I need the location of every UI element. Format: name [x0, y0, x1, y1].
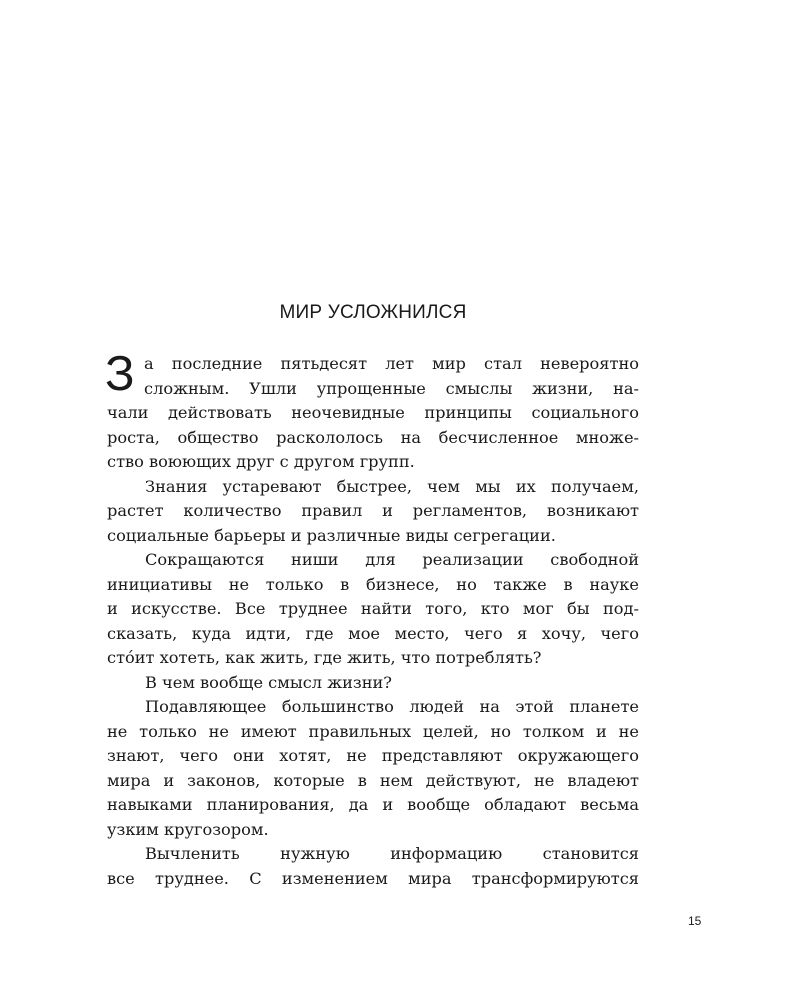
text-line: Подавляющее большинство людей на этой планете — [145, 697, 639, 716]
text-line: узким кругозором. — [107, 819, 269, 839]
text-line: инициативы не только в бизнесе, но также в науке — [107, 574, 639, 594]
text-line: В чем вообще смысл жизни? — [145, 672, 392, 692]
text-line: чали действовать неочевидные принципы социального — [107, 403, 639, 422]
text-line: все труднее. С изменением мира трансформируются — [107, 868, 639, 888]
text-line: знают, чего они хотят, не представляют окружающего — [107, 746, 639, 765]
text-line: сто́ит хотеть, как жить, где жить, что потреблять? — [107, 648, 542, 667]
text-line: навыками планирования, да и вообще обладают весьма — [107, 795, 639, 814]
page-number: 15 — [688, 914, 702, 928]
text-line: растет количество правил и регламентов, возникают — [107, 501, 639, 520]
text-line: а последние пятьдесят лет мир стал невероятно — [144, 354, 639, 373]
text-line: сказать, куда идти, где мое место, чего я хочу, чего — [107, 623, 639, 643]
text-line: ство воюющих друг с другом групп. — [107, 452, 415, 471]
text-line: мира и законов, которые в нем действуют, не владеют — [107, 770, 639, 790]
text-line: не только не имеют правильных целей, но толком и не — [107, 721, 639, 741]
text-line: сложным. Ушли упрощенные смыслы жизни, на- — [144, 378, 639, 398]
text-line: Вычленить нужную информацию становится — [145, 844, 639, 863]
text-line: и искусстве. Все труднее найти того, кто мог бы под- — [107, 599, 639, 618]
text-line: социальные барьеры и различные виды сегрегации. — [107, 525, 556, 545]
drop-cap: З — [105, 347, 135, 401]
body-text — [105, 347, 639, 891]
text-line: Сокращаются ниши для реализации свободной — [145, 550, 639, 569]
text-line: роста, общество раскололось на бесчисленное множе- — [107, 427, 639, 447]
chapter-title: МИР УСЛОЖНИЛСЯ — [279, 302, 467, 323]
text-line: Знания устаревают быстрее, чем мы их получаем, — [145, 476, 639, 496]
